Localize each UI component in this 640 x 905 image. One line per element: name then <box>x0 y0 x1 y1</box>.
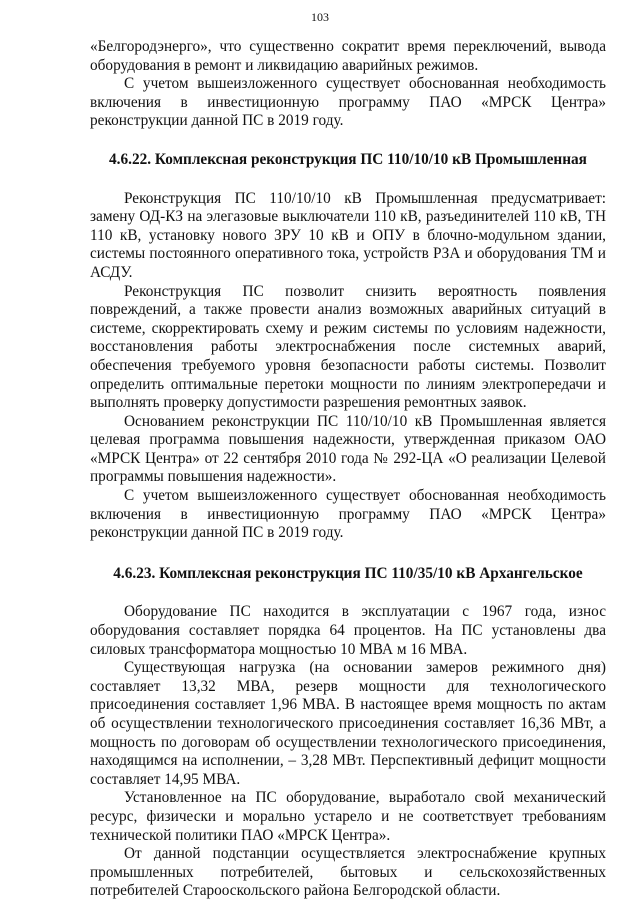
document-body <box>90 38 606 901</box>
section-4-6-22-paragraph: Реконструкция ПС позволит снизить вероятность появления повреждений, а также провести анализ возможных аварийных ситуаций в системе, скорректировать схему и режим системы по условиям надежности, восстановления работы электроснабжения после системных аварий, обеспечения требуемого уровня безопасности работы системы. Позволит определить оптимальные перетоки мощности по линиям электропередачи и выполнять проверку допустимости разрешения ремонтных заявок. <box>90 282 606 412</box>
section-4-6-23-paragraph: От данной подстанции осуществляется электроснабжение крупных промышленных потребителей, бытовых и сельскохозяйственных потребителей Старооскольского района Белгородской области. <box>90 845 606 900</box>
page-number: 103 <box>311 10 329 24</box>
section-4-6-23-heading: 4.6.23. Комплексная реконструкция ПС 110/35/10 кВ Архангельское <box>113 564 583 582</box>
section-4-6-22-paragraph: С учетом вышеизложенного существует обоснованная необходимость включения в инвестиционную программу ПАО «МРСК Центра» реконструкции данной ПС в 2019 году. <box>90 487 606 542</box>
section-4-6-23-paragraph: Установленное на ПС оборудование, выработало свой механический ресурс, физически и морально устарело и не соответствует требованиям технической политики ПАО «МРСК Центра». <box>90 789 606 844</box>
section-4-6-23-paragraph: Существующая нагрузка (на основании замеров режимного дня) составляет 13,32 МВА, резерв мощности для технологического присоединения составляет 1,96 МВА. В настоящее время мощность по актам об осуществлении технологического присоединения составляет 16,36 МВт, а мощность по договорам об осуществлении технологического присоединения, находящимся на исполнении, – 3,28 МВт. Перспективный дефицит мощности составляет 14,95 МВА. <box>90 659 606 788</box>
section-4-6-22-heading: 4.6.22. Комплексная реконструкция ПС 110/10/10 кВ Промышленная <box>109 150 587 168</box>
intro-conclusion-paragraph: С учетом вышеизложенного существует обоснованная необходимость включения в инвестиционную программу ПАО «МРСК Центра» реконструкции данной ПС в 2019 году. <box>90 75 606 130</box>
section-4-6-22-paragraph: Реконструкция ПС 110/10/10 кВ Промышленная предусматривает: замену ОД-КЗ на элегазовые выключатели 110 кВ, разъединителей 110 кВ, ТН 110 кВ, установку нового ЗРУ 10 кВ и ОПУ в блочно-модульном здании, системы постоянного оперативного тока, устройств РЗА и оборудования ТМ и АСДУ. <box>90 189 606 281</box>
section-4-6-23-paragraph: Оборудование ПС находится в эксплуатации с 1967 года, износ оборудования составляет порядка 64 процентов. На ПС установлены два силовых трансформатора мощностью 10 МВА м 16 МВА. <box>90 603 606 658</box>
intro-continuation-paragraph: «Белгородэнерго», что существенно сократит время переключений, вывода оборудования в ремонт и ликвидацию аварийных режимов. <box>90 38 606 74</box>
section-4-6-22-paragraph: Основанием реконструкции ПС 110/10/10 кВ Промышленная является целевая программа повышения надежности, утвержденная приказом ОАО «МРСК Центра» от 22 сентября 2010 года № 292-ЦА «О реализации Целевой программы повышения надежности». <box>90 412 606 486</box>
